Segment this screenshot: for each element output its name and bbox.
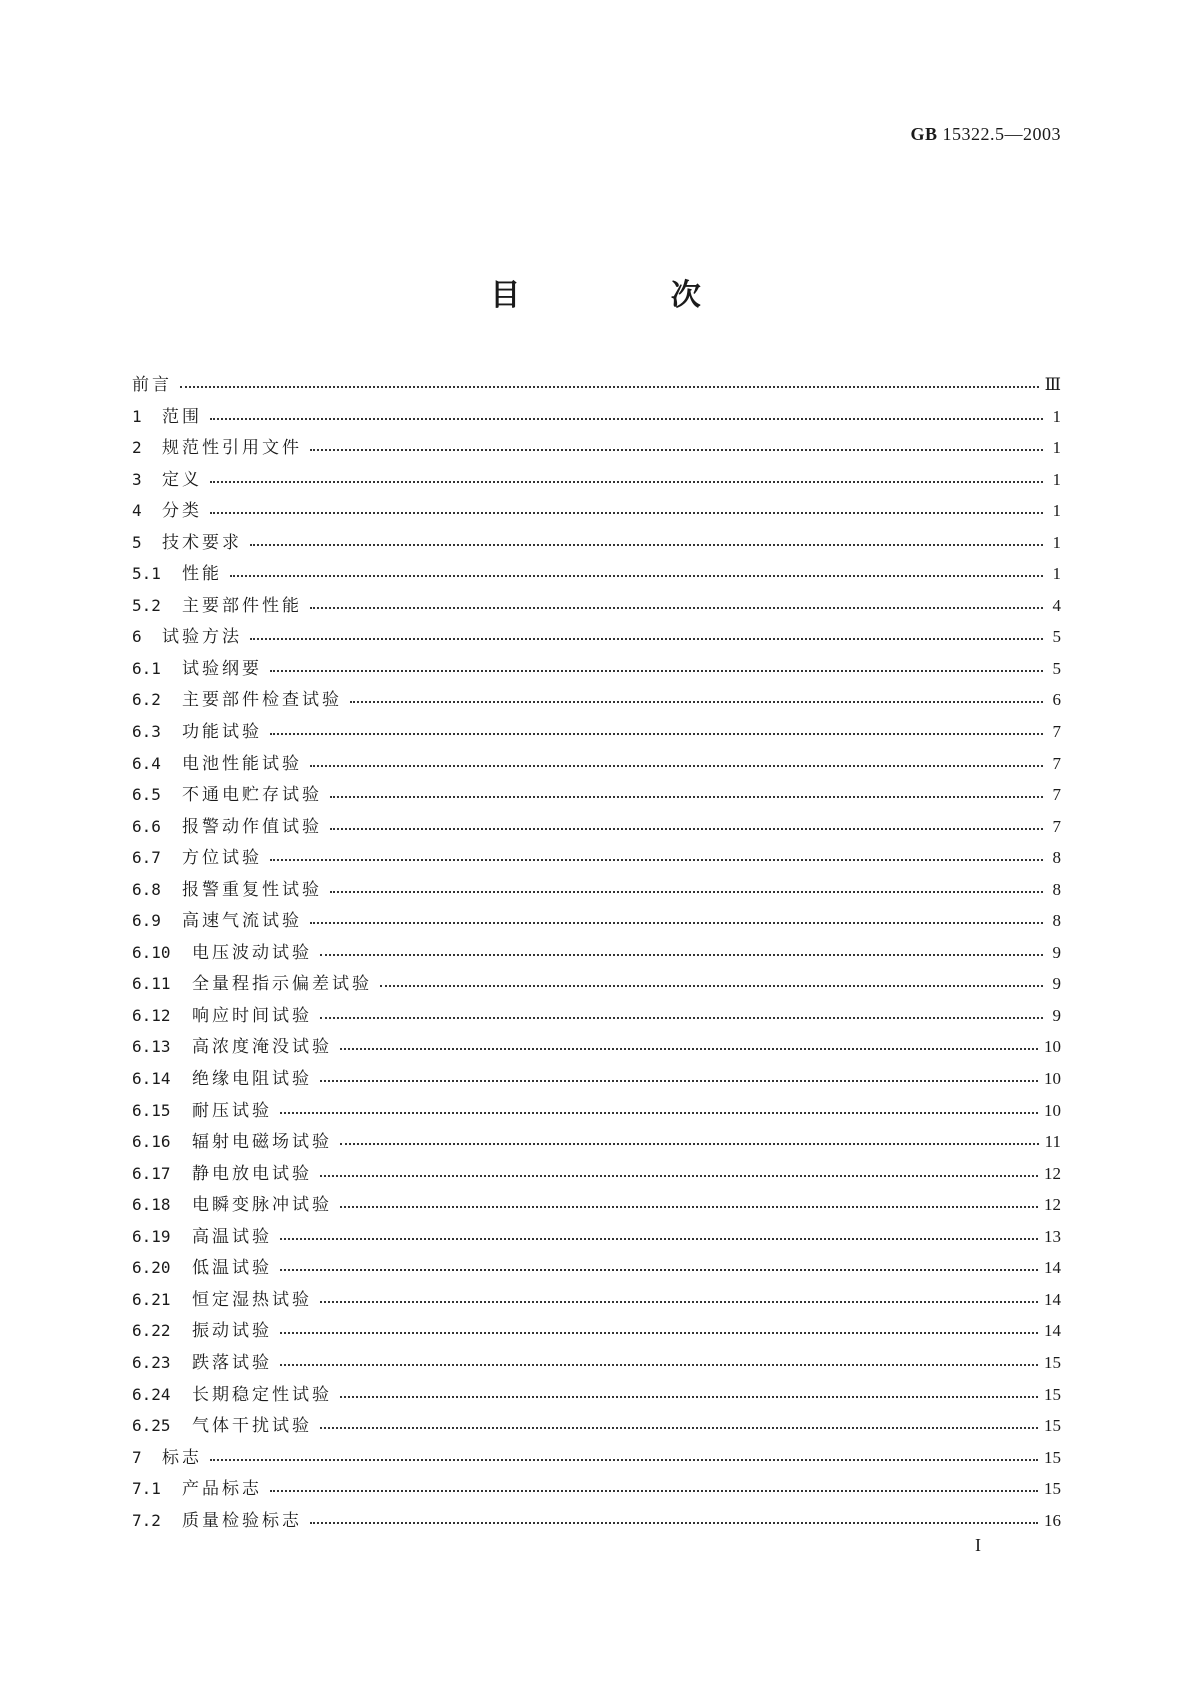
toc-entry-label: 长期稳定性试验 bbox=[192, 1384, 332, 1405]
toc-leader-dots bbox=[280, 1103, 1038, 1120]
toc-entry-page: 13 bbox=[1044, 1226, 1061, 1246]
toc-entry[interactable] bbox=[132, 938, 1061, 970]
toc-entry-label: 静电放电试验 bbox=[192, 1163, 312, 1184]
toc-entry-page: 1 bbox=[1052, 406, 1061, 426]
toc-entry-number: 6.20 bbox=[132, 1258, 171, 1278]
toc-leader-dots bbox=[280, 1260, 1038, 1277]
toc-leader-dots bbox=[250, 629, 1043, 646]
toc-entry-label: 分类 bbox=[162, 501, 202, 522]
toc-leader-dots bbox=[320, 1418, 1038, 1435]
toc-entry-label: 全量程指示偏差试验 bbox=[192, 974, 372, 995]
toc-entry-label: 跌落试验 bbox=[192, 1352, 272, 1373]
toc-leader-dots bbox=[270, 661, 1043, 678]
toc-entry-page: 5 bbox=[1052, 658, 1061, 678]
toc-entry-label: 功能试验 bbox=[182, 722, 262, 743]
toc-leader-dots bbox=[210, 472, 1043, 489]
toc-leader-dots bbox=[340, 1197, 1038, 1214]
toc-entry-label: 响应时间试验 bbox=[192, 1005, 312, 1026]
toc-entry[interactable] bbox=[132, 1316, 1061, 1348]
toc-entry[interactable] bbox=[132, 717, 1061, 749]
toc-entry-page: 15 bbox=[1044, 1352, 1061, 1372]
toc-entry-number: 6.3 bbox=[132, 722, 161, 742]
toc-entry[interactable] bbox=[132, 1096, 1061, 1128]
toc-leader-dots bbox=[340, 1134, 1039, 1151]
toc-entry-page: 12 bbox=[1044, 1163, 1061, 1183]
toc-entry-label: 电瞬变脉冲试验 bbox=[192, 1195, 332, 1216]
toc-entry-label: 电池性能试验 bbox=[182, 753, 302, 774]
toc-entry[interactable] bbox=[132, 1222, 1061, 1254]
toc-entry-number: 6.17 bbox=[132, 1163, 171, 1183]
toc-entry-number: 6.18 bbox=[132, 1195, 171, 1215]
toc-entry-label: 气体干扰试验 bbox=[192, 1416, 312, 1437]
toc-leader-dots bbox=[340, 1387, 1038, 1404]
toc-leader-dots bbox=[320, 945, 1043, 962]
toc-leader-dots bbox=[330, 787, 1043, 804]
toc-entry[interactable] bbox=[132, 685, 1061, 717]
toc-entry-page: 14 bbox=[1044, 1321, 1061, 1341]
toc-entry-page: 1 bbox=[1052, 532, 1061, 552]
toc-entry[interactable] bbox=[132, 559, 1061, 591]
toc-entry[interactable] bbox=[132, 622, 1061, 654]
toc-entry-number: 6.24 bbox=[132, 1384, 171, 1404]
toc-leader-dots bbox=[210, 1450, 1038, 1467]
toc-leader-dots bbox=[340, 1039, 1038, 1056]
toc-entry-page: 9 bbox=[1052, 974, 1061, 994]
toc-entry-label: 前言 bbox=[132, 375, 172, 395]
toc-entry-number: 6.25 bbox=[132, 1416, 171, 1436]
toc-entry[interactable] bbox=[132, 528, 1061, 560]
toc-entry-number: 3 bbox=[132, 469, 142, 489]
toc-entry-page: 7 bbox=[1052, 722, 1061, 742]
toc-entry[interactable] bbox=[132, 1001, 1061, 1033]
toc-entry-number: 5.1 bbox=[132, 564, 161, 584]
toc-entry[interactable] bbox=[132, 402, 1061, 434]
toc-entry-label: 辐射电磁场试验 bbox=[192, 1132, 332, 1153]
toc-entry-page: 16 bbox=[1044, 1510, 1061, 1530]
toc-entry-number: 6.6 bbox=[132, 816, 161, 836]
toc-entry-page: 15 bbox=[1044, 1479, 1061, 1499]
toc-entry-page: 6 bbox=[1052, 690, 1061, 710]
toc-entry-number: 6.21 bbox=[132, 1289, 171, 1309]
toc-entry[interactable] bbox=[132, 1127, 1061, 1159]
toc-entry[interactable] bbox=[132, 1411, 1061, 1443]
toc-leader-dots bbox=[330, 819, 1043, 836]
toc-entry-number: 5 bbox=[132, 532, 142, 552]
toc-entry[interactable] bbox=[132, 1159, 1061, 1191]
toc-entry-label: 振动试验 bbox=[192, 1321, 272, 1342]
toc-entry[interactable] bbox=[132, 433, 1061, 465]
toc-entry-number: 6.7 bbox=[132, 848, 161, 868]
toc-entry-page: 5 bbox=[1052, 627, 1061, 647]
toc-entry-number: 6.2 bbox=[132, 690, 161, 710]
toc-entry[interactable] bbox=[132, 654, 1061, 686]
toc-entry[interactable] bbox=[132, 969, 1061, 1001]
toc-entry-page: Ⅲ bbox=[1044, 375, 1061, 394]
toc-leader-dots bbox=[280, 1323, 1038, 1340]
toc-entry-label: 电压波动试验 bbox=[192, 942, 312, 963]
standard-number bbox=[910, 124, 1061, 145]
toc-entry-label: 低温试验 bbox=[192, 1258, 272, 1279]
toc-entry-number: 6.16 bbox=[132, 1132, 171, 1152]
toc-entry[interactable] bbox=[132, 591, 1061, 623]
toc-entry-page: 7 bbox=[1052, 816, 1061, 836]
toc-entry-label: 规范性引用文件 bbox=[162, 438, 302, 459]
toc-entry-page: 1 bbox=[1052, 564, 1061, 584]
toc-entry-page: 9 bbox=[1052, 942, 1061, 962]
toc-entry-label: 耐压试验 bbox=[192, 1100, 272, 1121]
toc-entry[interactable] bbox=[132, 875, 1061, 907]
toc-entry-label: 试验方法 bbox=[162, 627, 242, 648]
toc-entry-number: 6.11 bbox=[132, 974, 171, 994]
page-number: I bbox=[975, 1535, 981, 1555]
toc-entry-page: 15 bbox=[1044, 1447, 1061, 1467]
toc-entry-label: 报警重复性试验 bbox=[182, 879, 322, 900]
toc-entry[interactable] bbox=[132, 1443, 1061, 1475]
toc-entry[interactable] bbox=[132, 496, 1061, 528]
toc-entry-label: 范围 bbox=[162, 406, 202, 427]
toc-entry-number: 6.15 bbox=[132, 1100, 171, 1120]
toc-entry-page: 12 bbox=[1044, 1195, 1061, 1215]
toc-entry-number: 6.1 bbox=[132, 658, 161, 678]
toc-leader-dots bbox=[270, 850, 1043, 867]
toc-entry[interactable] bbox=[132, 1380, 1061, 1412]
toc-entry-page: 7 bbox=[1052, 753, 1061, 773]
standard-prefix: GB bbox=[910, 124, 938, 144]
toc-entry-label: 高速气流试验 bbox=[182, 911, 302, 932]
toc-leader-dots bbox=[280, 1229, 1038, 1246]
toc-entry-number: 6.13 bbox=[132, 1037, 171, 1057]
toc-entry-label: 试验纲要 bbox=[182, 658, 262, 679]
toc-leader-dots bbox=[310, 756, 1043, 773]
toc-entry-number: 7.2 bbox=[132, 1510, 161, 1530]
toc-entry-page: 14 bbox=[1044, 1258, 1061, 1278]
toc-leader-dots bbox=[270, 724, 1043, 741]
toc-entry-label: 方位试验 bbox=[182, 848, 262, 869]
toc-entry[interactable] bbox=[132, 780, 1061, 812]
toc-leader-dots bbox=[210, 503, 1043, 520]
toc-entry-number: 6.10 bbox=[132, 942, 171, 962]
toc-entry-page: 8 bbox=[1052, 848, 1061, 868]
toc-entry[interactable] bbox=[132, 465, 1061, 497]
toc-leader-dots bbox=[310, 1513, 1038, 1530]
toc-leader-dots bbox=[350, 692, 1043, 709]
toc-entry-label: 技术要求 bbox=[162, 532, 242, 553]
toc-entry-page: 14 bbox=[1044, 1289, 1061, 1309]
toc-leader-dots bbox=[230, 566, 1043, 583]
toc-entry-number: 1 bbox=[132, 406, 142, 426]
toc-leader-dots bbox=[310, 440, 1043, 457]
toc-entry-label: 质量检验标志 bbox=[182, 1510, 302, 1531]
page-title: 目 次 bbox=[490, 278, 771, 313]
toc-entry-page: 10 bbox=[1044, 1069, 1061, 1089]
toc-entry[interactable] bbox=[132, 370, 1061, 402]
toc-entry-label: 产品标志 bbox=[182, 1479, 262, 1500]
toc-entry-page: 10 bbox=[1044, 1037, 1061, 1057]
toc-entry-page: 15 bbox=[1044, 1416, 1061, 1436]
toc-entry-number: 7.1 bbox=[132, 1479, 161, 1499]
toc-entry-number: 6.4 bbox=[132, 753, 161, 773]
toc-entry-number: 6.14 bbox=[132, 1069, 171, 1089]
toc-entry[interactable] bbox=[132, 906, 1061, 938]
toc-leader-dots bbox=[320, 1166, 1038, 1183]
table-of-contents bbox=[132, 370, 1061, 1537]
toc-entry-page: 7 bbox=[1052, 785, 1061, 805]
toc-entry[interactable] bbox=[132, 1506, 1061, 1538]
toc-entry-label: 主要部件检查试验 bbox=[182, 690, 342, 711]
toc-entry-page: 1 bbox=[1052, 438, 1061, 458]
toc-entry-label: 标志 bbox=[162, 1447, 202, 1468]
toc-entry[interactable] bbox=[132, 1032, 1061, 1064]
toc-entry[interactable] bbox=[132, 812, 1061, 844]
toc-leader-dots bbox=[280, 1355, 1038, 1372]
toc-entry-label: 性能 bbox=[182, 564, 222, 585]
toc-entry-page: 4 bbox=[1052, 595, 1061, 615]
toc-entry-page: 10 bbox=[1044, 1100, 1061, 1120]
toc-entry[interactable] bbox=[132, 749, 1061, 781]
toc-entry[interactable] bbox=[132, 1190, 1061, 1222]
toc-entry-number: 7 bbox=[132, 1447, 142, 1467]
toc-entry[interactable] bbox=[132, 1285, 1061, 1317]
toc-entry[interactable] bbox=[132, 1348, 1061, 1380]
toc-entry-label: 主要部件性能 bbox=[182, 595, 302, 616]
toc-entry-label: 高浓度淹没试验 bbox=[192, 1037, 332, 1058]
toc-leader-dots bbox=[320, 1292, 1038, 1309]
toc-entry-page: 8 bbox=[1052, 911, 1061, 931]
toc-entry-label: 恒定湿热试验 bbox=[192, 1289, 312, 1310]
toc-entry-label: 绝缘电阻试验 bbox=[192, 1069, 312, 1090]
toc-entry-number: 6.19 bbox=[132, 1226, 171, 1246]
toc-leader-dots bbox=[270, 1481, 1038, 1498]
toc-leader-dots bbox=[320, 1071, 1038, 1088]
toc-leader-dots bbox=[180, 377, 1039, 394]
toc-entry-page: 15 bbox=[1044, 1384, 1061, 1404]
toc-entry[interactable] bbox=[132, 1474, 1061, 1506]
toc-entry-number: 6.5 bbox=[132, 785, 161, 805]
toc-entry-number: 6 bbox=[132, 627, 142, 647]
toc-leader-dots bbox=[310, 598, 1043, 615]
toc-entry-number: 6.22 bbox=[132, 1321, 171, 1341]
toc-entry-label: 定义 bbox=[162, 469, 202, 490]
toc-entry[interactable] bbox=[132, 843, 1061, 875]
toc-entry-number: 6.23 bbox=[132, 1352, 171, 1372]
toc-entry-label: 不通电贮存试验 bbox=[182, 785, 322, 806]
toc-leader-dots bbox=[330, 882, 1043, 899]
standard-code: 15322.5—2003 bbox=[942, 124, 1061, 144]
toc-entry-page: 1 bbox=[1052, 501, 1061, 521]
toc-entry-number: 6.12 bbox=[132, 1005, 171, 1025]
toc-leader-dots bbox=[320, 1008, 1043, 1025]
toc-entry-number: 2 bbox=[132, 438, 142, 458]
toc-entry-page: 11 bbox=[1044, 1132, 1061, 1152]
toc-entry-page: 9 bbox=[1052, 1005, 1061, 1025]
toc-leader-dots bbox=[250, 535, 1043, 552]
toc-entry[interactable] bbox=[132, 1253, 1061, 1285]
toc-entry-label: 报警动作值试验 bbox=[182, 816, 322, 837]
toc-entry-page: 8 bbox=[1052, 879, 1061, 899]
toc-entry[interactable] bbox=[132, 1064, 1061, 1096]
toc-entry-number: 6.8 bbox=[132, 879, 161, 899]
toc-entry-label: 高温试验 bbox=[192, 1226, 272, 1247]
toc-entry-number: 6.9 bbox=[132, 911, 161, 931]
toc-entry-number: 4 bbox=[132, 501, 142, 521]
toc-entry-page: 1 bbox=[1052, 469, 1061, 489]
toc-leader-dots bbox=[210, 409, 1043, 426]
toc-leader-dots bbox=[380, 976, 1043, 993]
toc-entry-number: 5.2 bbox=[132, 595, 161, 615]
toc-leader-dots bbox=[310, 913, 1043, 930]
